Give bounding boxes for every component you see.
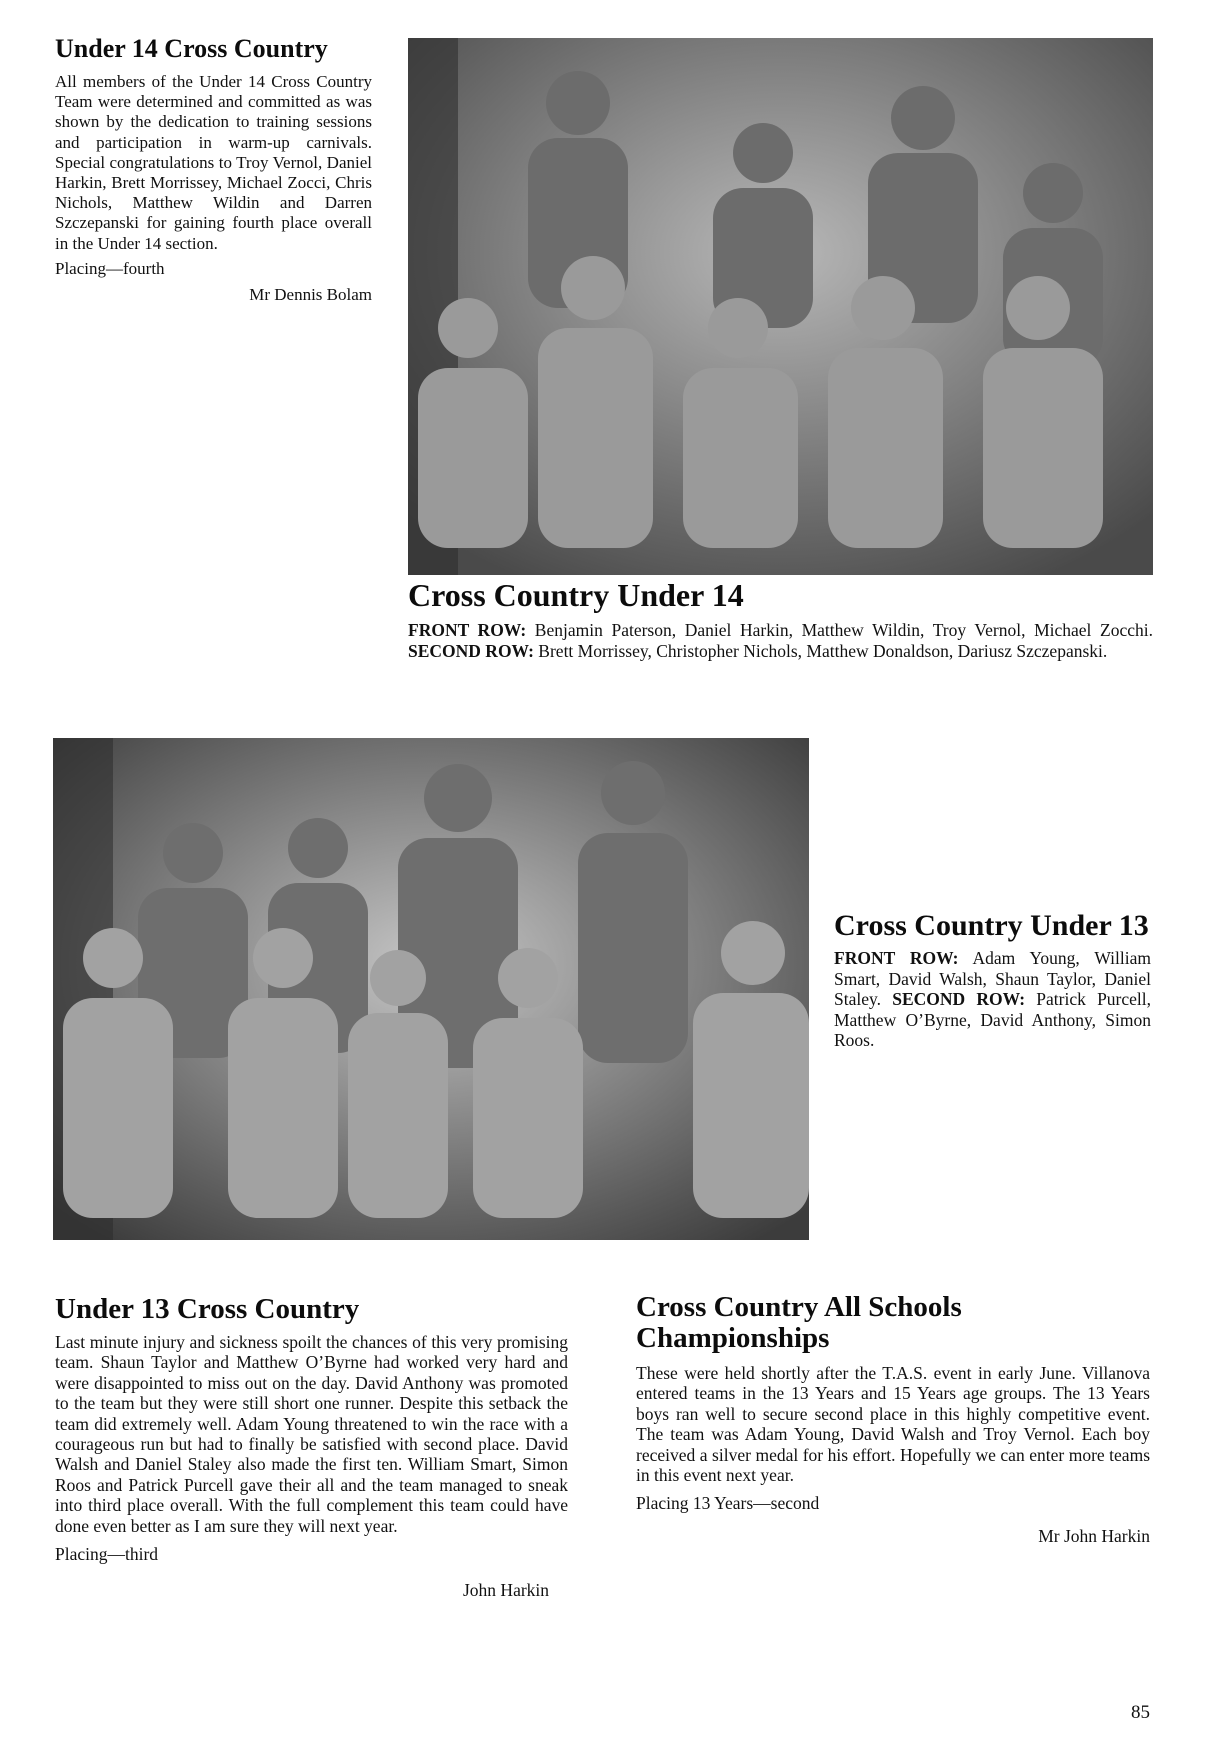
u13-article — [55, 1292, 568, 1601]
second-row-label: SECOND ROW: — [408, 640, 534, 661]
u13-article-body: Last minute injury and sickness spoilt the chances of this very promising team. Shaun Taylor and Matthew O’Byrne had worked very hard and were disappointed to miss out on the day. David Anthony was promoted to the team but they were still short one runner. Despite this setback the team did extremely well. Adam Young threatened to win the race with a courageous run but had to finally be satisfied with second place. David Walsh and Daniel Staley also made the first ten. William Smart, Simon Roos and Patrick Purcell gave their all and the team managed to sneak into third place overall. With the full complement this team could have done even better as I am sure they will next year. — [55, 1332, 568, 1536]
second-row-label: SECOND ROW: — [892, 989, 1026, 1009]
u14-caption-roster — [408, 620, 1153, 661]
u13-second-row-names: Patrick Purcell, Matthew O’Byrne, David Anthony, Simon Roos. — [834, 989, 1152, 1050]
u14-article-author: Mr Dennis Bolam — [249, 285, 372, 305]
u13-caption-title: Cross Country Under 13 — [834, 909, 1149, 942]
u14-article — [55, 34, 372, 305]
all-schools-article-author: Mr John Harkin — [1038, 1525, 1150, 1546]
u13-article-author: John Harkin — [463, 1580, 550, 1601]
u13-article-placing: Placing—third — [55, 1544, 159, 1565]
u14-front-row-names: Benjamin Paterson, Daniel Harkin, Matthew Wildin, Troy Vernol, Michael Zocchi. — [534, 620, 1153, 640]
front-row-label: FRONT ROW: — [834, 948, 959, 968]
page-number: 85 — [1131, 1702, 1150, 1723]
u13-front-row-names: Adam Young, William Smart, David Walsh, Shaun Taylor, Daniel Staley. — [834, 948, 1151, 1009]
all-schools-article — [636, 1292, 1150, 1546]
u14-photo-illustration — [408, 38, 1153, 575]
all-schools-article-heading: Cross Country All Schools Championships — [636, 1291, 962, 1354]
u13-photo-illustration — [53, 738, 809, 1240]
u13-team-photo — [53, 738, 809, 1240]
u14-team-photo — [408, 38, 1153, 575]
u14-article-heading: Under 14 Cross Country — [55, 34, 328, 63]
u14-caption — [408, 576, 1153, 661]
u14-caption-title: Cross Country Under 14 — [408, 577, 744, 613]
all-schools-article-placing: Placing 13 Years—second — [636, 1493, 820, 1514]
u14-article-body: All members of the Under 14 Cross Country Team were determined and committed as was shown by the dedication to training sessions and participation in warm-up carnivals. Special congratulations to Troy Vernol, Daniel Harkin, Brett Morrissey, Michael Zocci, Chris Nichols, Matthew Wildin and Darren Szczepanski for gaining fourth place overall in the Under 14 section. — [55, 72, 372, 253]
u13-article-heading: Under 13 Cross Country — [55, 1293, 360, 1325]
front-row-label: FRONT ROW: — [408, 620, 527, 640]
all-schools-article-body: These were held shortly after the T.A.S. event in early June. Villanova entered teams in the 13 Years and 15 Years age groups. The 13 Years boys ran well to secure second place in this highly competitive event. The team was Adam Young, David Walsh and Troy Vernol. Each boy received a silver medal for his effort. Hopefully we can enter more teams in this event next year. — [636, 1363, 1150, 1486]
u14-article-placing: Placing—fourth — [55, 258, 165, 278]
u13-caption — [834, 908, 1151, 1051]
u13-caption-roster — [834, 948, 1151, 1051]
u14-second-row-names: Brett Morrissey, Christopher Nichols, Matthew Donaldson, Dariusz Szczepanski. — [538, 640, 1108, 661]
